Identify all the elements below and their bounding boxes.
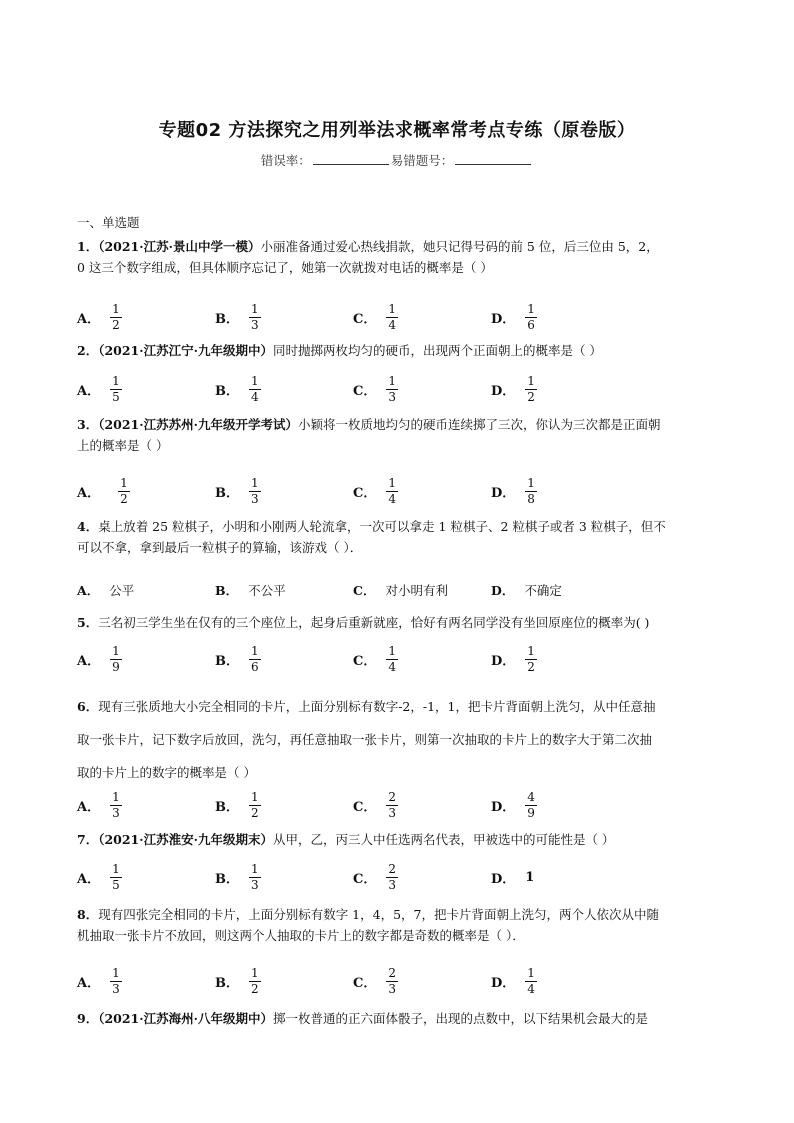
- option-b: B． $\frac{1}{3}$: [215, 301, 259, 332]
- option-a: A． $\frac{1}{3}$: [77, 965, 120, 996]
- question-text: 小丽准备通过爱心热线捐款，她只记得号码的前 5 位，后三位由 5，2，: [260, 239, 659, 254]
- option-c: C． $\frac{1}{4}$: [353, 301, 396, 332]
- fraction: $\frac{1}{4}$: [388, 301, 396, 332]
- option-b: B． $\frac{1}{3}$: [215, 475, 259, 506]
- fraction: $\frac{4}{9}$: [527, 789, 535, 820]
- option-b: B． $\frac{1}{4}$: [215, 373, 259, 404]
- question-7: [77, 829, 722, 850]
- question-text: 现有四张完全相同的卡片，上面分别标有数字 1，4，5，7，把卡片背面朝上洗匀，两个人依次从中随: [98, 907, 659, 922]
- error-rate-label: 错误率：: [260, 153, 311, 168]
- option-d: D． $\frac{1}{2}$: [491, 643, 535, 674]
- fraction: $\frac{1}{6}$: [251, 643, 259, 674]
- question-text: 掷一枚普通的正六面体骰子，出现的点数中，以下结果机会最大的是: [272, 1011, 648, 1026]
- question-1-options: [77, 295, 722, 339]
- question-source: （2021·江苏海州·八年级期中）: [98, 1011, 273, 1026]
- option-a: A． $\frac{1}{5}$: [77, 373, 120, 404]
- question-number: 6．: [77, 699, 99, 714]
- option-b: B． $\frac{1}{6}$: [215, 643, 259, 674]
- fraction: $\frac{2}{3}$: [388, 965, 396, 996]
- fraction: $\frac{1}{3}$: [251, 861, 259, 892]
- option-a: A． $\frac{1}{2}$: [77, 475, 128, 506]
- option-a: A． $\frac{1}{9}$: [77, 643, 120, 674]
- section-heading: 一、单选题: [77, 215, 140, 230]
- question-8: [77, 904, 722, 946]
- fraction: $\frac{1}{5}$: [112, 373, 120, 404]
- question-2-options: [77, 367, 722, 411]
- fraction: $\frac{1}{2}$: [527, 643, 535, 674]
- question-1: [77, 236, 722, 278]
- page-title: 专题02 方法探究之用列举法求概率常考点专练（原卷版）: [158, 120, 636, 141]
- question-text: 可以不拿，拿到最后一粒棋子的算输，该游戏（ ）．: [77, 540, 363, 555]
- fraction: $\frac{1}{2}$: [112, 301, 120, 332]
- fraction: $\frac{1}{2}$: [527, 373, 535, 404]
- fraction: $\frac{2}{3}$: [388, 789, 396, 820]
- fraction: $\frac{1}{4}$: [388, 643, 396, 674]
- question-text: 同时抛掷两枚均匀的硬币，出现两个正面朝上的概率是（ ）: [272, 343, 602, 358]
- question-7-options: [77, 855, 722, 899]
- option-c: C． $\frac{1}{3}$: [353, 373, 396, 404]
- question-text: 0 这三个数字组成，但具体顺序忘记了，她第一次就拨对电话的概率是（ ）: [77, 260, 493, 275]
- option-d: D． $\frac{1}{2}$: [491, 373, 535, 404]
- question-5: [77, 612, 722, 633]
- option-d: D． $\frac{1}{8}$: [491, 475, 535, 506]
- question-number: 3．: [77, 417, 99, 432]
- question-number: 9．: [77, 1011, 99, 1026]
- question-text: 三名初三学生坐在仅有的三个座位上，起身后重新就座，恰好有两名同学没有坐回原座位的概率为( ): [98, 615, 650, 630]
- question-number: 5．: [77, 615, 99, 630]
- error-rate-blank: [313, 152, 389, 165]
- option-c: C． $\frac{2}{3}$: [353, 861, 396, 892]
- option-b: B． 不公平: [215, 583, 286, 598]
- fraction: $\frac{1}{2}$: [251, 965, 259, 996]
- question-2: [77, 340, 722, 361]
- fraction: $\frac{1}{4}$: [388, 475, 396, 506]
- fraction: $\frac{1}{2}$: [251, 789, 259, 820]
- option-d: D． 1: [491, 869, 535, 887]
- question-text: 从甲，乙，丙三人中任选两名代表，甲被选中的可能性是（ ）: [272, 832, 615, 847]
- fraction: $\frac{1}{3}$: [112, 789, 120, 820]
- option-d: D． $\frac{1}{4}$: [491, 965, 535, 996]
- option-c: C． $\frac{2}{3}$: [353, 965, 396, 996]
- option-b: B． $\frac{1}{3}$: [215, 861, 259, 892]
- option-c: C． $\frac{1}{4}$: [353, 475, 396, 506]
- question-number: 2．: [77, 343, 99, 358]
- wrong-questions-blank: [455, 152, 531, 165]
- fraction: $\frac{1}{3}$: [251, 475, 259, 506]
- question-number: 1．: [77, 239, 99, 254]
- fraction: $\frac{1}{3}$: [112, 965, 120, 996]
- question-text: 取一张卡片，记下数字后放回，洗匀，再任意抽取一张卡片，则第一次抽取的卡片上的数字大于第二次抽: [77, 732, 653, 747]
- answer-meta: [0, 151, 794, 169]
- question-6-options: [77, 783, 722, 827]
- fraction: $\frac{1}{8}$: [527, 475, 535, 506]
- option-d: D． $\frac{1}{6}$: [491, 301, 535, 332]
- option-text: 1: [525, 869, 535, 885]
- option-b: B． $\frac{1}{2}$: [215, 789, 259, 820]
- option-a: A． $\frac{1}{5}$: [77, 861, 120, 892]
- question-3: [77, 414, 722, 456]
- option-b: B． $\frac{1}{2}$: [215, 965, 259, 996]
- question-4-options: [77, 576, 722, 604]
- fraction: $\frac{1}{3}$: [388, 373, 396, 404]
- fraction: $\frac{1}{3}$: [251, 301, 259, 332]
- question-9: [77, 1008, 722, 1029]
- fraction: $\frac{1}{4}$: [251, 373, 259, 404]
- wrong-questions-label: 易错题号：: [390, 153, 454, 168]
- question-5-options: [77, 637, 722, 681]
- question-text: 现有三张质地大小完全相同的卡片，上面分别标有数字-2，-1，1，把卡片背面朝上洗匀，从中任意抽: [98, 699, 656, 714]
- option-d: D． $\frac{4}{9}$: [491, 789, 535, 820]
- question-text: 上的概率是（ ）: [77, 438, 169, 453]
- fraction: $\frac{1}{4}$: [527, 965, 535, 996]
- question-text: 桌上放着 25 粒棋子，小明和小刚两人轮流拿，一次可以拿走 1 粒棋子、2 粒棋子或者 3 粒棋子，但不: [98, 519, 666, 534]
- option-a: A． $\frac{1}{3}$: [77, 789, 120, 820]
- question-source: （2021·江苏江宁·九年级期中）: [98, 343, 273, 358]
- question-number: 8．: [77, 907, 99, 922]
- fraction: $\frac{2}{3}$: [388, 861, 396, 892]
- question-number: 4．: [77, 519, 99, 534]
- fraction: $\frac{1}{2}$: [120, 475, 128, 506]
- option-c: C． $\frac{2}{3}$: [353, 789, 396, 820]
- question-text: 取的卡片上的数字的概率是（ ）: [77, 765, 256, 780]
- question-source: （2021·江苏苏州·九年级开学考试）: [98, 417, 298, 432]
- fraction: $\frac{1}{6}$: [527, 301, 535, 332]
- option-c: C． 对小明有利: [353, 583, 448, 598]
- fraction: $\frac{1}{5}$: [112, 861, 120, 892]
- question-3-options: [77, 469, 722, 513]
- option-a: A． 公平: [77, 583, 135, 598]
- option-a: A． $\frac{1}{2}$: [77, 301, 120, 332]
- question-text: 机抽取一张卡片不放回，则这两个人抽取的卡片上的数字都是奇数的概率是（ ）．: [77, 928, 525, 943]
- question-source: （2021·江苏·景山中学一模）: [98, 239, 261, 254]
- option-d: D． 不确定: [491, 583, 562, 598]
- question-text: 小颖将一枚质地均匀的硬币连续掷了三次，你认为三次都是正面朝: [297, 417, 661, 432]
- question-4: [77, 516, 722, 558]
- question-8-options: [77, 959, 722, 1003]
- question-number: 7．: [77, 832, 99, 847]
- fraction: $\frac{1}{9}$: [112, 643, 120, 674]
- question-source: （2021·江苏淮安·九年级期末）: [98, 832, 273, 847]
- question-6: [77, 690, 722, 789]
- option-c: C． $\frac{1}{4}$: [353, 643, 396, 674]
